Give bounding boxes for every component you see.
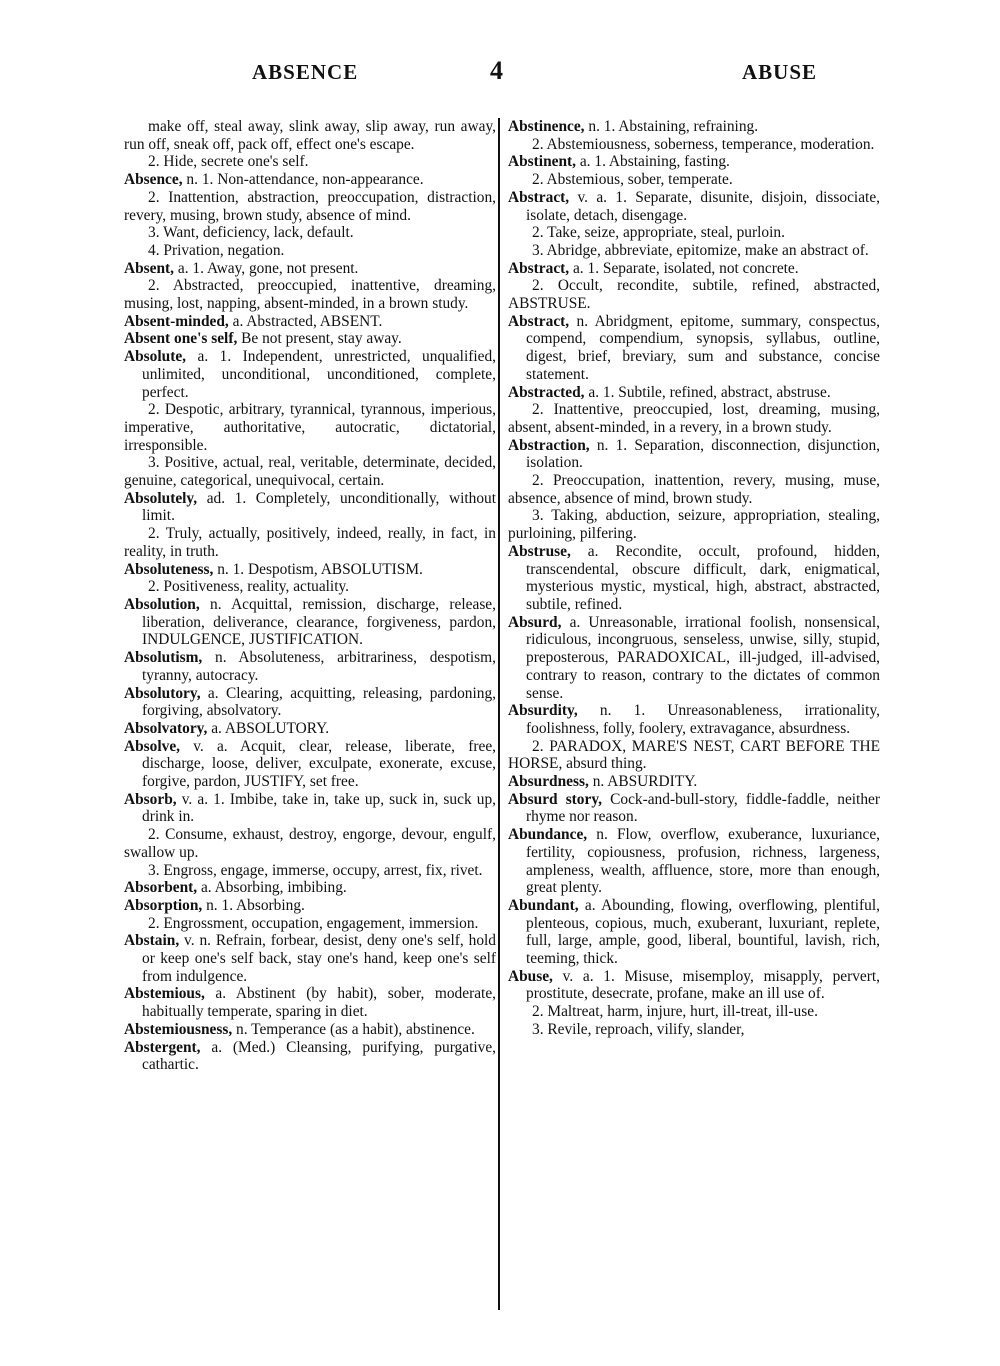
dictionary-entry bbox=[124, 649, 496, 684]
entry-text: a. (Med.) Cleansing, purifying, purgative, cathartic. bbox=[142, 1038, 496, 1074]
entry-text: a. 1. Independent, unrestricted, unqualified, unlimited, unconditional, unconditioned, complete, perfect. bbox=[142, 348, 496, 401]
entry-sense bbox=[508, 472, 880, 507]
entry-text: a. Absorbing, imbibing. bbox=[197, 879, 347, 897]
entry-headword: Abstract, bbox=[508, 188, 570, 206]
entry-headword: Abstraction, bbox=[508, 436, 590, 454]
entry-sense bbox=[508, 224, 880, 242]
entry-text: n. 1. Separation, disconnection, disjunction, isolation. bbox=[526, 436, 880, 472]
entry-sense bbox=[124, 578, 496, 596]
dictionary-entry bbox=[508, 189, 880, 224]
left-running-head: ABSENCE bbox=[252, 60, 359, 84]
entry-headword: Absurd story, bbox=[508, 790, 603, 808]
entry-text: 2. Despotic, arbitrary, tyrannical, tyrannous, imperious, imperative, authoritative, autocratic, dictatorial, irresponsible. bbox=[124, 401, 496, 454]
entry-headword: Absolutory, bbox=[124, 684, 201, 702]
dictionary-entry bbox=[124, 348, 496, 401]
entry-text: 2. Maltreat, harm, injure, hurt, ill-treat, ill-use. bbox=[532, 1003, 818, 1021]
entry-text: 2. Inattentive, preoccupied, lost, dreaming, musing, absent, absent-minded, in a revery, in a brown study. bbox=[508, 401, 880, 436]
entry-sense bbox=[124, 915, 496, 933]
entry-text: n. Abridgment, epitome, summary, conspectus, compend, compendium, synopsis, syllabus, outline, digest, brief, breviary, sum and substance, concise statement. bbox=[526, 312, 880, 383]
dictionary-entry bbox=[124, 1039, 496, 1074]
dictionary-entry bbox=[124, 897, 496, 915]
dictionary-entry bbox=[508, 897, 880, 968]
entry-headword: Abstruse, bbox=[508, 542, 571, 560]
entry-sense bbox=[508, 1003, 880, 1021]
entry-text: n. Temperance (as a habit), abstinence. bbox=[232, 1020, 475, 1038]
entry-text: 3. Abridge, abbreviate, epitomize, make an abstract of. bbox=[532, 241, 869, 259]
entry-text: n. Acquittal, remission, discharge, release, liberation, deliverance, clearance, forgiveness, pardon, INDULGENCE, JUSTIFICATION. bbox=[142, 595, 496, 649]
dictionary-entry bbox=[124, 985, 496, 1020]
entry-sense bbox=[508, 242, 880, 260]
entry-sense bbox=[124, 525, 496, 560]
dictionary-entry bbox=[508, 437, 880, 472]
entry-text: a. Abstinent (by habit), sober, moderate, habitually temperate, sparing in diet. bbox=[142, 985, 496, 1021]
dictionary-entry bbox=[124, 879, 496, 897]
dictionary-entry bbox=[508, 153, 880, 171]
entry-headword: Absurdness, bbox=[508, 773, 589, 791]
entry-text: n. 1. Unreasonableness, irrationality, foolishness, folly, foolery, extravagance, absurdness. bbox=[526, 702, 880, 737]
entry-headword: Absence, bbox=[124, 171, 183, 189]
entry-text: 4. Privation, negation. bbox=[148, 241, 285, 259]
entry-text: 2. Preoccupation, inattention, revery, musing, muse, absence, absence of mind, brown study. bbox=[508, 472, 880, 507]
entry-sense bbox=[124, 118, 496, 153]
entry-headword: Abstergent, bbox=[124, 1038, 201, 1056]
entry-sense bbox=[508, 1021, 880, 1039]
entry-sense bbox=[508, 401, 880, 436]
entry-headword: Abundant, bbox=[508, 896, 579, 914]
entry-text: 2. Inattention, abstraction, preoccupation, distraction, revery, musing, brown study, absence of mind. bbox=[124, 188, 496, 224]
entry-text: 2. PARADOX, MARE'S NEST, CART BEFORE THE HORSE, absurd thing. bbox=[508, 737, 880, 773]
entry-headword: Abundance, bbox=[508, 826, 588, 844]
dictionary-entry bbox=[508, 543, 880, 614]
entry-text: 2. Engrossment, occupation, engagement, immersion. bbox=[148, 914, 479, 932]
page-header bbox=[0, 56, 1000, 94]
entry-sense bbox=[124, 277, 496, 312]
entry-sense bbox=[508, 171, 880, 189]
entry-sense bbox=[508, 136, 880, 154]
entry-text: 2. Hide, secrete one's self. bbox=[148, 153, 309, 171]
entry-headword: Absent, bbox=[124, 259, 175, 277]
entry-text: 2. Consume, exhaust, destroy, engorge, devour, engulf, swallow up. bbox=[124, 826, 496, 861]
entry-text: n. 1. Despotism, ABSOLUTISM. bbox=[213, 560, 423, 578]
dictionary-entry bbox=[124, 1021, 496, 1039]
entry-text: n. ABSURDITY. bbox=[588, 773, 698, 791]
entry-text: Be not present, stay away. bbox=[237, 330, 402, 348]
entry-text: a. 1. Subtile, refined, abstract, abstruse. bbox=[584, 383, 831, 401]
entry-headword: Absolute, bbox=[124, 348, 186, 366]
entry-headword: Absurd, bbox=[508, 613, 562, 631]
dictionary-entry bbox=[124, 685, 496, 720]
entry-text: a. 1. Separate, isolated, not concrete. bbox=[569, 259, 799, 277]
entry-headword: Abstemious, bbox=[124, 985, 205, 1003]
column-divider bbox=[498, 118, 500, 1310]
entry-sense bbox=[508, 277, 880, 312]
dictionary-entry bbox=[124, 932, 496, 985]
dictionary-entry bbox=[124, 260, 496, 278]
entry-headword: Abstracted, bbox=[508, 383, 585, 401]
entry-headword: Abstinence, bbox=[508, 118, 585, 135]
dictionary-entry bbox=[508, 118, 880, 136]
dictionary-entry bbox=[124, 490, 496, 525]
entry-text: a. Unreasonable, irrational foolish, nonsensical, ridiculous, incongruous, senseless, unwise, silly, stupid, preposterous, PARADOXICAL, ill-judged, ill-advised, contrary to reason, contrary to the dictates of common sense. bbox=[526, 613, 880, 702]
entry-text: n. Flow, overflow, exuberance, luxuriance, fertility, copiousness, profusion, richness, largeness, ampleness, wealth, affluence, store, more than enough, great plenty. bbox=[526, 826, 880, 897]
entry-headword: Abstain, bbox=[124, 932, 180, 950]
dictionary-entry bbox=[124, 596, 496, 649]
entry-text: a. Recondite, occult, profound, hidden, transcendental, obscure difficult, dark, enigmatical, mysterious mystic, mystical, high, abstract, abstracted, subtile, refined. bbox=[526, 542, 880, 613]
entry-headword: Absent one's self, bbox=[124, 330, 238, 348]
entry-text: 2. Abstemiousness, soberness, temperance, moderation. bbox=[532, 135, 875, 153]
entry-sense bbox=[124, 862, 496, 880]
entry-text: Cock-and-bull-story, fiddle-faddle, neither rhyme nor reason. bbox=[526, 790, 880, 826]
entry-text: 3. Engross, engage, immerse, occupy, arrest, fix, rivet. bbox=[148, 861, 483, 879]
entry-text: 2. Take, seize, appropriate, steal, purloin. bbox=[532, 224, 785, 242]
entry-headword: Abstract, bbox=[508, 259, 570, 277]
entry-sense bbox=[508, 738, 880, 773]
entry-sense bbox=[124, 189, 496, 224]
entry-text: n. 1. Absorbing. bbox=[202, 896, 305, 914]
page-number: 4 bbox=[490, 56, 503, 85]
entry-headword: Abstinent, bbox=[508, 153, 576, 171]
entry-headword: Abuse, bbox=[508, 967, 553, 985]
entry-text: v. a. Acquit, clear, release, liberate, free, discharge, loose, deliver, exculpate, exonerate, excuse, forgive, pardon, JUSTIFY, set free. bbox=[142, 737, 496, 791]
entry-headword: Absurdity, bbox=[508, 702, 578, 720]
right-column bbox=[508, 118, 880, 1039]
dictionary-entry bbox=[124, 791, 496, 826]
entry-text: a. ABSOLUTORY. bbox=[207, 719, 330, 737]
entry-text: a. 1. Abstaining, fasting. bbox=[576, 153, 730, 171]
entry-sense bbox=[124, 401, 496, 454]
entry-text: v. a. 1. Separate, disunite, disjoin, dissociate, isolate, detach, disengage. bbox=[526, 188, 880, 224]
entry-headword: Absolutely, bbox=[124, 489, 198, 507]
dictionary-entry bbox=[508, 313, 880, 384]
entry-text: 2. Occult, recondite, subtile, refined, abstracted, ABSTRUSE. bbox=[508, 277, 880, 313]
entry-text: 3. Positive, actual, real, veritable, determinate, decided, genuine, categorical, unequivocal, certain. bbox=[124, 454, 496, 490]
entry-text: 2. Abstracted, preoccupied, inattentive, dreaming, musing, lost, napping, absent-minded, in a brown study. bbox=[124, 277, 496, 313]
entry-text: 2. Truly, actually, positively, indeed, really, in fact, in reality, in truth. bbox=[124, 525, 496, 560]
entry-sense bbox=[124, 224, 496, 242]
dictionary-entry bbox=[124, 720, 496, 738]
entry-text: 3. Want, deficiency, lack, default. bbox=[148, 224, 354, 242]
entry-text: make off, steal away, slink away, slip away, run away, run off, sneak off, pack off, effect one's escape. bbox=[124, 118, 496, 153]
dictionary-entry bbox=[508, 614, 880, 703]
dictionary-entry bbox=[508, 260, 880, 278]
entry-text: 3. Revile, reproach, vilify, slander, bbox=[532, 1020, 745, 1038]
dictionary-entry bbox=[508, 384, 880, 402]
dictionary-entry bbox=[124, 738, 496, 791]
entry-text: 2. Abstemious, sober, temperate. bbox=[532, 171, 733, 189]
entry-headword: Absolutism, bbox=[124, 649, 203, 667]
dictionary-entry bbox=[508, 968, 880, 1003]
dictionary-entry bbox=[508, 702, 880, 737]
entry-text: a. 1. Away, gone, not present. bbox=[174, 259, 359, 277]
entry-text: 2. Positiveness, reality, actuality. bbox=[148, 578, 350, 596]
entry-headword: Abstract, bbox=[508, 312, 570, 330]
entry-text: n. Absoluteness, arbitrariness, despotism, tyranny, autocracy. bbox=[142, 649, 496, 684]
entry-text: ad. 1. Completely, unconditionally, without limit. bbox=[142, 489, 496, 525]
dictionary-entry bbox=[508, 773, 880, 791]
entry-text: a. Abounding, flowing, overflowing, plentiful, plenteous, copious, much, exuberant, luxuriant, replete, full, large, ample, good, liberal, bountiful, lavish, rich, teeming, thick. bbox=[526, 896, 880, 968]
dictionary-entry bbox=[124, 313, 496, 331]
entry-text: v. n. Refrain, forbear, desist, deny one's self, hold or keep one's self back, stay one's hand, keep one's self from indulgence. bbox=[142, 932, 496, 985]
entry-headword: Absoluteness, bbox=[124, 560, 214, 578]
dictionary-entry bbox=[508, 826, 880, 897]
dictionary-entry bbox=[124, 330, 496, 348]
entry-text: v. a. 1. Misuse, misemploy, misapply, pervert, prostitute, desecrate, profane, make an ill use of. bbox=[526, 967, 880, 1003]
entry-headword: Absolution, bbox=[124, 595, 200, 613]
left-column bbox=[124, 118, 496, 1074]
entry-headword: Absolve, bbox=[124, 737, 181, 755]
dictionary-entry bbox=[124, 561, 496, 579]
entry-sense bbox=[124, 454, 496, 489]
entry-headword: Abstemiousness, bbox=[124, 1020, 233, 1038]
entry-text: n. 1. Abstaining, refraining. bbox=[584, 118, 759, 135]
dictionary-entry bbox=[508, 791, 880, 826]
entry-headword: Absorbent, bbox=[124, 879, 198, 897]
right-running-head: ABUSE bbox=[742, 60, 818, 84]
entry-headword: Absorb, bbox=[124, 790, 177, 808]
entry-text: n. 1. Non-attendance, non-appearance. bbox=[182, 171, 424, 189]
entry-text: a. Clearing, acquitting, releasing, pardoning, forgiving, absolvatory. bbox=[142, 684, 496, 720]
entry-headword: Absent-minded, bbox=[124, 312, 229, 330]
entry-sense bbox=[508, 507, 880, 542]
entry-headword: Absolvatory, bbox=[124, 719, 208, 737]
entry-sense bbox=[124, 242, 496, 260]
entry-text: a. Abstracted, ABSENT. bbox=[228, 312, 383, 330]
entry-sense bbox=[124, 826, 496, 861]
entry-headword: Absorption, bbox=[124, 896, 203, 914]
entry-text: v. a. 1. Imbibe, take in, take up, suck in, suck up, drink in. bbox=[142, 790, 496, 826]
entry-sense bbox=[124, 153, 496, 171]
dictionary-entry bbox=[124, 171, 496, 189]
entry-text: 3. Taking, abduction, seizure, appropriation, stealing, purloining, pilfering. bbox=[508, 507, 880, 543]
